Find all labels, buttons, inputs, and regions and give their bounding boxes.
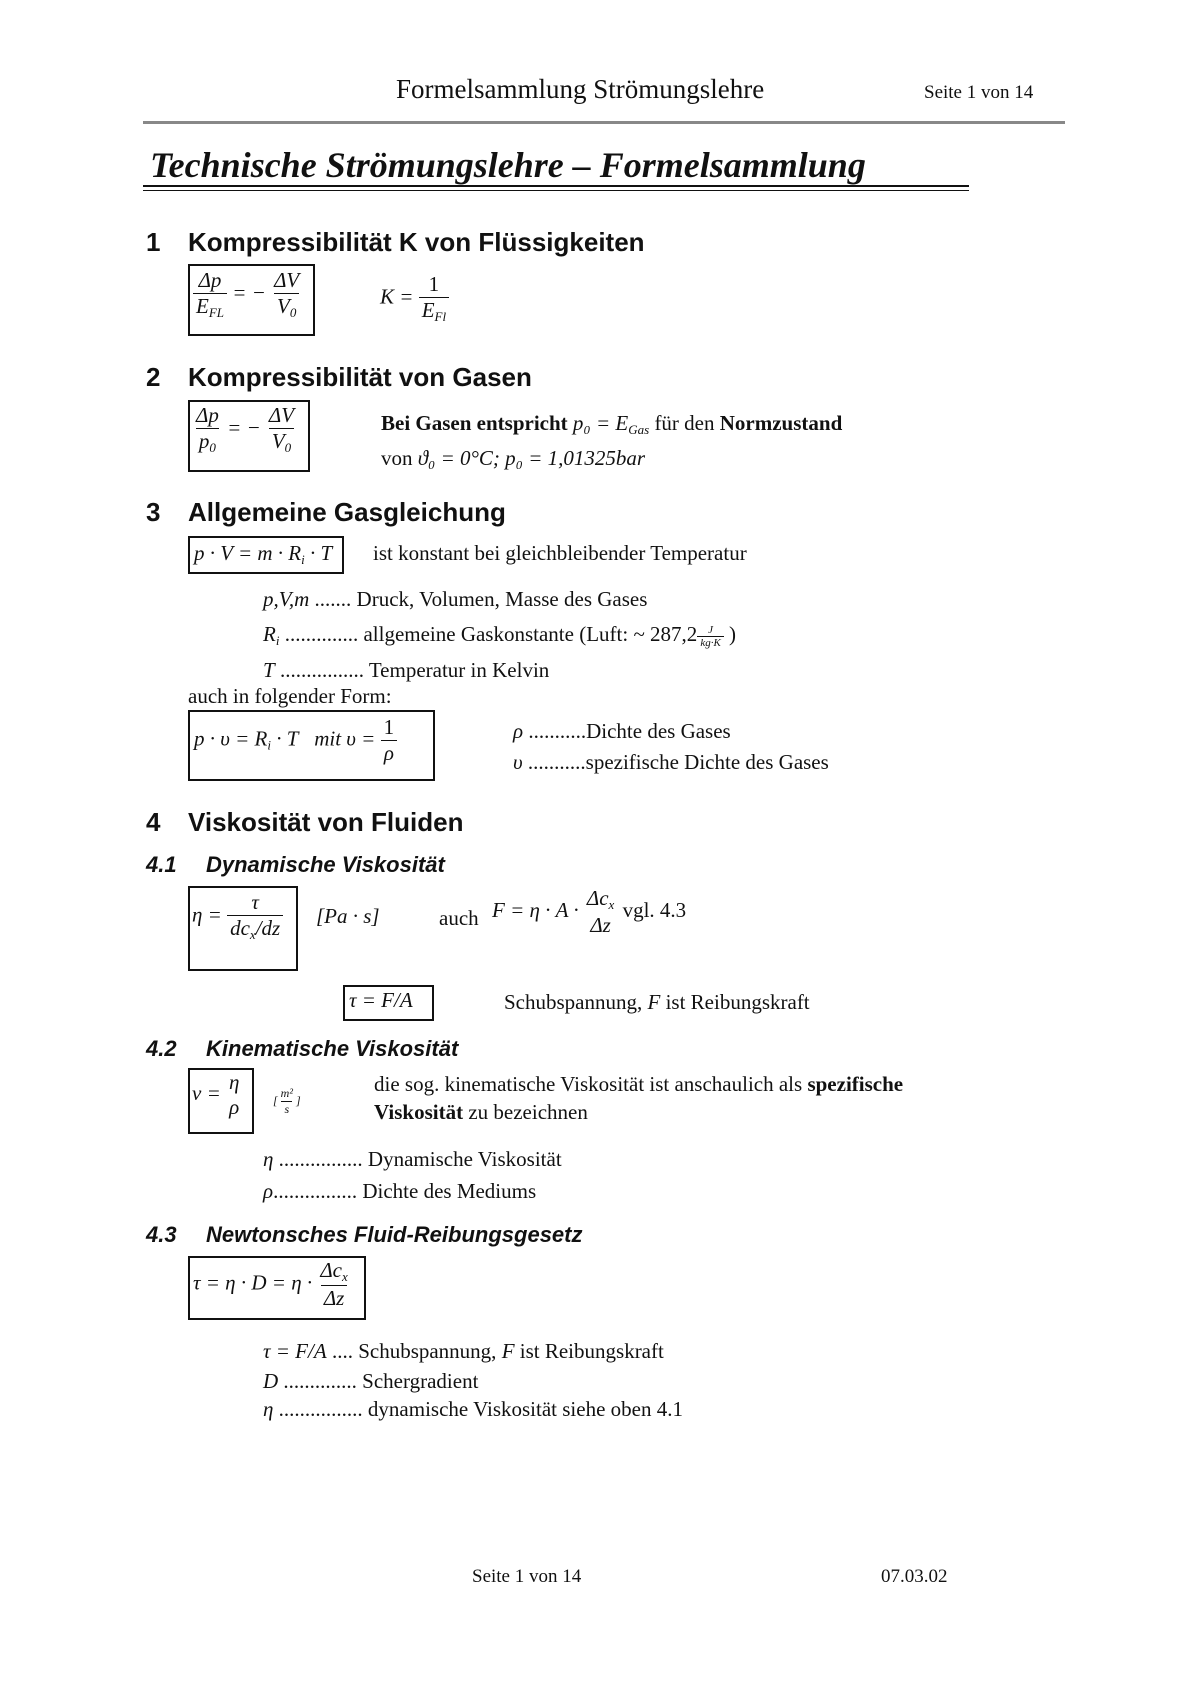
nu-unit: [ $\frac{\text{m²}}{s}$ ] xyxy=(273,1086,301,1116)
var-rho-medium: ρ................ Dichte des Mediums xyxy=(263,1179,537,1203)
formula-dynamic-viscosity: η = $\frac{\tau}{dc_x/dz}$ xyxy=(192,890,283,943)
section-4-2-heading: 4.2 Kinematische Viskosität xyxy=(146,1036,459,1061)
formula-s2-compressibility: $\frac{\Delta p}{p_0}$ = − $\frac{\Delta V}{V_0}$ xyxy=(196,403,295,455)
eta-unit: [Pa · s] xyxy=(316,904,380,928)
section-2-heading: 2 Kompressibilität von Gasen xyxy=(146,362,532,392)
gas-law-desc: ist konstant bei gleichbleibender Temperatur xyxy=(373,541,747,565)
var-d: D .............. Schergradient xyxy=(263,1369,479,1393)
formula-newton-friction: τ = η · D = η · $\frac{\Delta c_x}{\Delta z}$ xyxy=(193,1258,348,1310)
also-form-label: auch in folgender Form: xyxy=(188,684,392,708)
var-pvm: p,V,m ....... Druck, Volumen, Masse des Gases xyxy=(263,587,648,611)
nu-desc-line2: Viskosität zu bezeichnen xyxy=(374,1100,588,1124)
header-title: Formelsammlung Strömungslehre xyxy=(396,74,765,104)
section-1-heading: 1 Kompressibilität K von Flüssigkeiten xyxy=(146,227,645,257)
formula-gas-law: $p \cdot V = m \cdot R_i \cdot T$ xyxy=(194,541,333,567)
s2-norm-line: Bei Gasen entspricht $p_0 = E_{Gas}$ für den Normzustand xyxy=(381,411,843,437)
section-3-heading: 3 Allgemeine Gasgleichung xyxy=(146,497,506,527)
title-underline-2 xyxy=(143,190,969,191)
shear-stress-desc: Schubspannung, F ist Reibungskraft xyxy=(504,990,810,1014)
section-4-1-heading: 4.1 Dynamische Viskosität xyxy=(146,852,445,877)
nu-desc-line1: die sog. kinematische Viskosität ist anschaulich als spezifische xyxy=(374,1072,904,1096)
var-t: T ................ Temperatur in Kelvin xyxy=(263,658,550,682)
section-4-3-heading: 4.3 Newtonsches Fluid-Reibungsgesetz xyxy=(146,1222,583,1247)
formula-s1-k: K = $\frac{1}{E_{Fl}}$ xyxy=(380,272,449,325)
footer-page-number: Seite 1 von 14 xyxy=(472,1566,582,1587)
footer-date: 07.03.02 xyxy=(881,1566,948,1587)
formula-kinematic-viscosity: ν = η ρ xyxy=(192,1070,240,1119)
var-tau: τ = F/A .... Schubspannung, F ist Reibungskraft xyxy=(263,1339,664,1363)
var-rho: ρ ...........Dichte des Gases xyxy=(513,719,731,743)
formula-friction-force: F = η · A · $\Delta c_x$ Δz vgl. 4.3 xyxy=(492,886,687,937)
formula-shear-stress: τ = F/A xyxy=(349,988,413,1012)
var-upsilon: υ ...........spezifische Dichte des Gases xyxy=(513,750,829,774)
eta-auch: auch xyxy=(439,906,479,930)
s2-norm-values: von ϑ₀ = 0°C; p₀ = 1,01325bar xyxy=(381,446,646,470)
var-eta-dyn: η ................ dynamische Viskosität siehe oben 4.1 xyxy=(263,1397,683,1421)
header-page-number: Seite 1 von 14 xyxy=(924,82,1034,103)
header-rule xyxy=(143,121,1065,124)
main-title: Technische Strömungslehre – Formelsammlung xyxy=(150,145,866,185)
var-ri: $R_i$ .............. allgemeine Gaskonstante (Luft: ~ 287,2 $\frac{J}{kg\cdot K}$ ) xyxy=(263,622,737,649)
section-4-heading: 4 Viskosität von Fluiden xyxy=(146,807,464,837)
formula-specific-volume: $p \cdot \upsilon = R_i \cdot T$ mit υ = $\frac{1}{\rho}$ xyxy=(194,715,397,766)
formula-s1-compressibility: $\frac{\Delta p}{E_{FL}}$ = − $\frac{\Delta V}{V_0}$ xyxy=(193,268,302,321)
title-underline xyxy=(143,185,969,187)
var-eta: η ................ Dynamische Viskosität xyxy=(263,1147,562,1171)
